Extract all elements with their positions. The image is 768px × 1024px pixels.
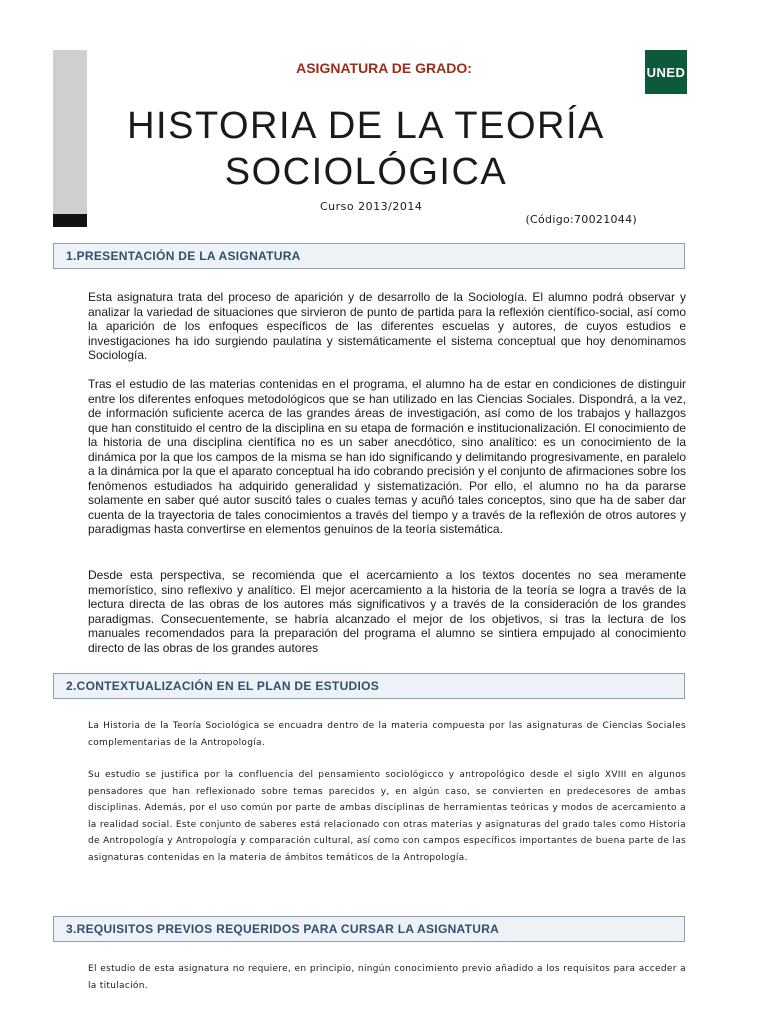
title-line-1: HISTORIA DE LA TEORÍA — [127, 105, 605, 147]
page-title — [0, 103, 732, 195]
title-line-2: SOCIOLÓGICA — [224, 151, 508, 193]
subject-kicker: ASIGNATURA DE GRADO: — [296, 60, 472, 76]
paragraph: El estudio de esta asignatura no requiere, en principio, ningún conocimiento previo añadido a los requisitos para acceder a la titulación. — [88, 964, 686, 991]
section-heading-contextualizacion — [53, 673, 685, 699]
uned-logo: UNED — [645, 50, 687, 94]
decorative-side-bar-foot — [53, 214, 87, 227]
section-heading-text: 2.CONTEXTUALIZACIÓN EN EL PLAN DE ESTUDIOS — [66, 679, 380, 693]
paragraph: La Historia de la Teoría Sociológica se encuadra dentro de la materia compuesta por las asignaturas de Ciencias Sociales complementarias de la Antropología. — [88, 721, 686, 748]
paragraph: Tras el estudio de las materias contenidas en el programa, el alumno ha de estar en condiciones de distinguir entre los diferentes enfoques metodológicos que se han utilizado en las Ciencias Sociales. Dispondrá, a la vez, de información suficiente acerca de las grandes áreas de investigación, así como de los trabajos y hallazgos que han constituido el centro de la disciplina en su etapa de formación e institucionalización. El conocimiento de la historia de una disciplina científica no es un saber anecdótico, sino analítico: es un conocimiento de la dinámica por la que los campos de la misma se han ido significando y delimitando progresivamente, en paralelo a la dinámica por la que el aparato conceptual ha ido cobrando precisión y el conjunto de afirmaciones sobre los fenómenos estudiados ha adquirido generalidad y sistematización. Por ello, el alumno no ha da pararse solamente en saber qué autor suscitó tales o cuales temas y acuñó tales conceptos, sino que ha de saber dar cuenta de la trayectoria de tales conocimientos a través del tiempo y a través de la reflexión de otros autores y paradigmas hasta convertirse en elementos genuinos de la teoría sistemática. — [88, 377, 686, 536]
paragraph: Esta asignatura trata del proceso de aparición y de desarrollo de la Sociología. El alumno podrá observar y analizar la variedad de situaciones que sirvieron de punto de partida para la reflexión científico-social, así como la aparición de los enfoques específicos de las diferentes escuelas y autores, de cuyos estudios e investigaciones ha ido surgiendo paulatina y sistemáticamente el sistema conceptual que hoy denominamos Sociología. — [88, 290, 686, 362]
section-heading-requisitos — [53, 916, 685, 942]
section-heading-text: 3.REQUISITOS PREVIOS REQUERIDOS PARA CURSAR LA ASIGNATURA — [66, 922, 500, 936]
section-heading-text: 1.PRESENTACIÓN DE LA ASIGNATURA — [66, 249, 301, 263]
paragraph: Desde esta perspectiva, se recomienda que el acercamiento a los textos docentes no sea meramente memorístico, sino reflexivo y analítico. El mejor acercamiento a la historia de la teoría se logra a través de la lectura directa de las obras de los autores más significativos y a través de la consideración de los grandes paradigmas. Consecuentemente, se habría alcanzado el mejor de los objetivos, si tras la lectura de los manuales recomendados para la preparación del programa el alumno se sintiera empujado al conocimiento directo de las obras de los grandes autores — [88, 568, 686, 655]
paragraph: Su estudio se justifica por la confluencia del pensamiento sociológicco y antropológico desde el siglo XVIII en algunos pensadores que han reflexionado sobre temas parecidos y, en algún caso, se convierten en predecesores de ambas disciplinas. Además, por el uso común por parte de ambas disciplinas de herramientas teóricas y modos de acercamiento a la realidad social. Este conjunto de saberes está relacionado con otras materias y asignaturas del grado tales como Historia de Antropología y Antropología y comparación cultural, así como con campos específicos importantes de buena parte de las asignaturas contenidas en la materia de ámbitos temáticos de la Antropología. — [88, 770, 686, 863]
section-heading-presentacion — [53, 243, 685, 269]
course-year: Curso 2013/2014 — [320, 200, 423, 213]
subject-code: (Código:70021044) — [525, 213, 637, 226]
